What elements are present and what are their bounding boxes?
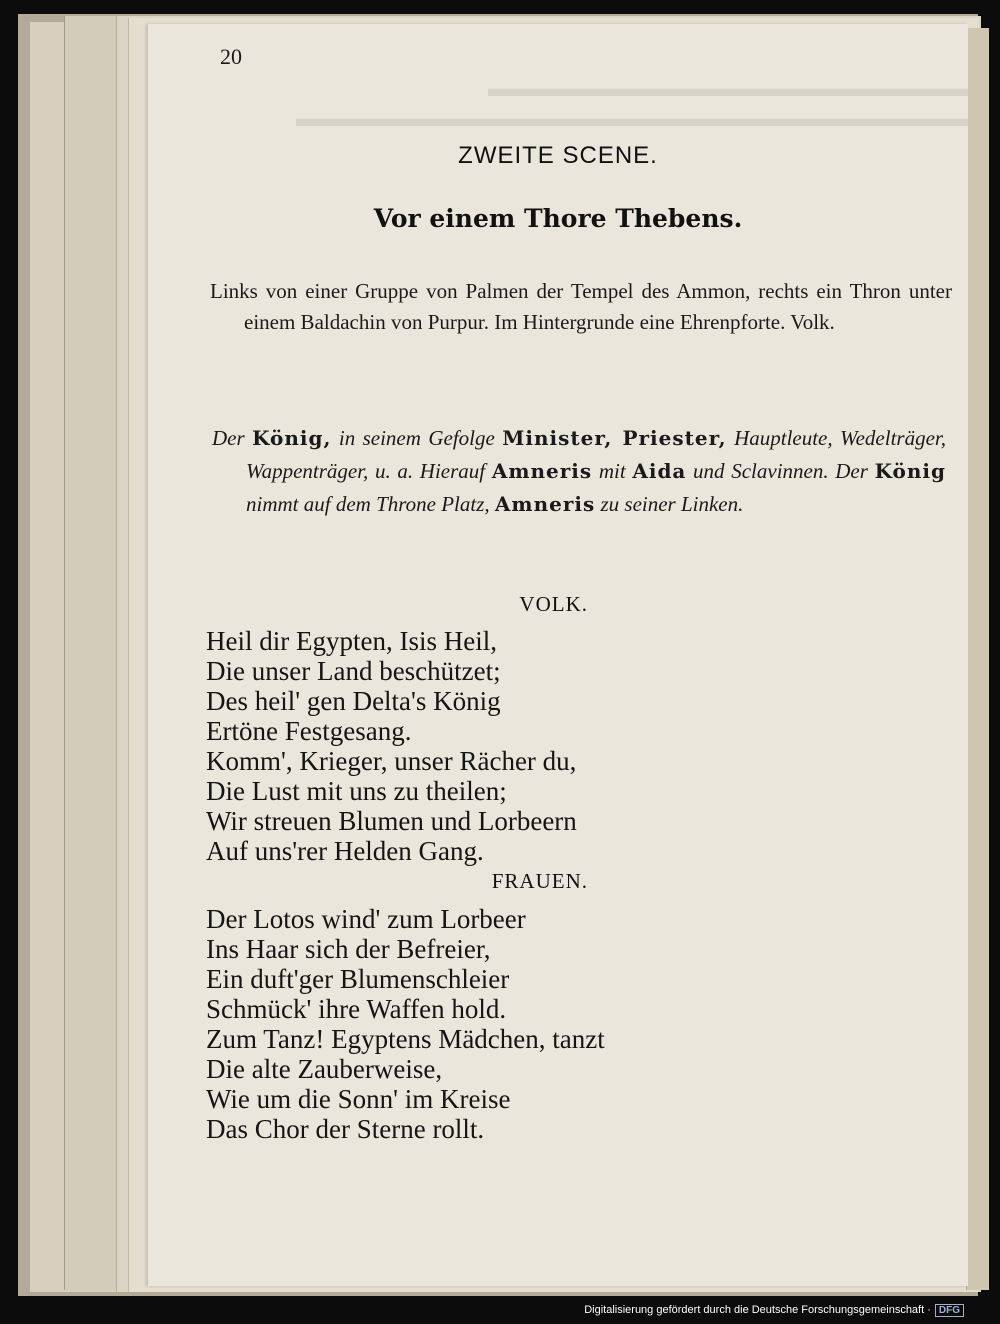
verse-line: Ertöne Festgesang.	[206, 716, 412, 746]
page-edge-strip	[966, 28, 989, 1290]
verse-line: Wie um die Sonn' im Kreise	[206, 1084, 511, 1114]
cast-name-amneris: Amneris	[494, 492, 596, 516]
verse-line: Die alte Zauberweise,	[206, 1054, 443, 1084]
verse-frauen	[206, 904, 605, 1144]
scene-title: ZWEITE SCENE.	[458, 142, 658, 169]
cast-name-amneris: Amneris	[491, 459, 593, 483]
speaker-label-frauen: FRAUEN.	[491, 869, 588, 893]
dfg-logo: DFG	[935, 1304, 964, 1317]
cast-text: zu seiner Linken.	[595, 492, 744, 516]
speaker-label-volk: VOLK.	[519, 592, 588, 616]
scene-setting: Vor einem Thore Thebens.	[373, 204, 743, 233]
verse-line: Des heil' gen Delta's König	[206, 686, 501, 716]
cast-text: nimmt auf dem Throne Platz,	[246, 492, 495, 516]
verse-line: Zum Tanz! Egyptens Mädchen, tanzt	[206, 1024, 605, 1054]
cast-name-koenig: König	[874, 459, 946, 483]
cast-text: in seinem Gefolge	[331, 426, 503, 450]
cast-text: Der	[212, 426, 253, 450]
stage-direction: Links von einer Gruppe von Palmen der Tempel des Ammon, rechts ein Thron unter einem Baldachin von Purpur. Im Hintergrunde eine Ehrenpforte. Volk.	[210, 279, 952, 334]
verse-line: Komm', Krieger, unser Rächer du,	[206, 746, 577, 776]
verse-line: Die Lust mit uns zu theilen;	[206, 776, 507, 806]
show-through-texture: ▬▬▬▬▬▬▬▬▬▬▬▬▬▬▬▬▬▬▬▬ ▬▬▬▬▬▬▬▬▬▬▬▬▬▬▬▬▬▬▬▬▬▬▬▬▬▬▬▬	[296, 76, 968, 132]
verse-line: Schmück' ihre Waffen hold.	[206, 994, 507, 1024]
cast-text: mit	[592, 459, 633, 483]
cast-direction	[212, 422, 946, 521]
cast-text: und Sclavinnen. Der	[686, 459, 875, 483]
cast-name-aida: Aida	[632, 459, 687, 483]
cast-text: Hauptleute, Wedelträger, Wappenträger, u. a. Hierauf	[246, 426, 946, 483]
funding-credit	[584, 1304, 964, 1317]
cast-name-minister-priester: Minister, Priester,	[502, 426, 727, 450]
verse-line: Ein duft'ger Blumenschleier	[206, 964, 510, 994]
page-number: 20	[220, 44, 242, 69]
verse-line: Auf uns'rer Helden Gang.	[206, 836, 484, 866]
verse-line: Wir streuen Blumen und Lorbeern	[206, 806, 577, 836]
verse-line: Ins Haar sich der Befreier,	[206, 934, 491, 964]
funding-credit-text: Digitalisierung gefördert durch die Deutsche Forschungsgemeinschaft ·	[584, 1304, 931, 1316]
cast-name-koenig: König,	[252, 426, 332, 450]
verse-line: Der Lotos wind' zum Lorbeer	[206, 904, 526, 934]
book-page	[148, 24, 968, 1286]
verse-line: Das Chor der Sterne rollt.	[206, 1114, 485, 1144]
verse-line: Heil dir Egypten, Isis Heil,	[206, 626, 497, 656]
verse-volk	[206, 626, 577, 866]
verse-line: Die unser Land beschützet;	[206, 656, 501, 686]
